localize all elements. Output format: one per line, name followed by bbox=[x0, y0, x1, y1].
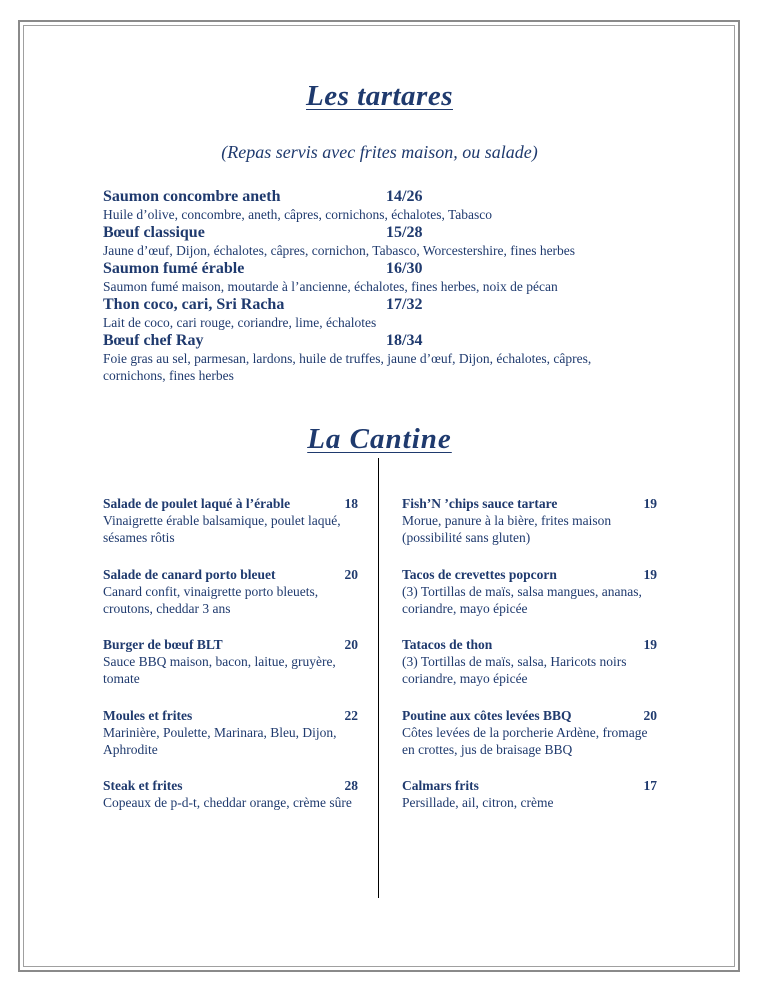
tartare-item bbox=[103, 259, 703, 295]
cantine-item bbox=[402, 495, 657, 566]
cantine-item bbox=[103, 777, 358, 848]
item-price: 22 bbox=[344, 707, 358, 723]
column-divider bbox=[378, 458, 379, 898]
item-price: 20 bbox=[344, 637, 358, 652]
cantine-item bbox=[103, 636, 358, 707]
item-description: Jaune d’œuf, Dijon, échalotes, câpres, cornichon, Tabasco, Worcestershire, fines herbes bbox=[103, 243, 576, 258]
item-name: Tatacos de thon bbox=[402, 637, 493, 652]
item-price: 20 bbox=[643, 707, 657, 723]
tartare-item bbox=[103, 295, 703, 331]
item-price: 19 bbox=[643, 637, 657, 652]
tartares-list bbox=[103, 187, 703, 384]
item-name: Salade de poulet laqué à l’érable bbox=[103, 496, 291, 511]
item-name: Tacos de crevettes popcorn bbox=[402, 566, 557, 582]
tartare-item bbox=[103, 223, 703, 259]
section-subtitle-tartares: (Repas servis avec frites maison, ou salade) bbox=[221, 142, 538, 162]
item-description: Saumon fumé maison, moutarde à l’ancienne, échalotes, fines herbes, noix de pécan bbox=[103, 279, 558, 294]
section-title-cantine: La Cantine bbox=[307, 423, 452, 455]
item-name: Poutine aux côtes levées BBQ bbox=[402, 707, 572, 723]
item-price: 14/26 bbox=[386, 188, 423, 205]
item-description: Canard confit, vinaigrette porto bleuets, croutons, cheddar 3 ans bbox=[103, 583, 319, 616]
item-description: (3) Tortillas de maïs, salsa mangues, ananas, coriandre, mayo épicée bbox=[402, 583, 642, 616]
item-name: Saumon fumé érable bbox=[103, 260, 245, 277]
item-price: 17 bbox=[643, 778, 657, 793]
item-description: Morue, panure à la bière, frites maison (possibilité sans gluten) bbox=[402, 513, 612, 545]
item-price: 20 bbox=[344, 566, 358, 582]
item-price: 19 bbox=[643, 566, 657, 582]
cantine-item bbox=[402, 636, 657, 707]
tartare-item bbox=[103, 331, 703, 384]
cantine-item bbox=[103, 707, 358, 778]
item-description: Côtes levées de la porcherie Ardène, fromage en crottes, jus de braisage BBQ bbox=[402, 724, 648, 757]
item-description: (3) Tortillas de maïs, salsa, Haricots noirs coriandre, mayo épicée bbox=[402, 654, 627, 686]
item-description: Foie gras au sel, parmesan, lardons, huile de truffes, jaune d’œuf, Dijon, échalotes, câpres, cornichons, fines herbes bbox=[103, 351, 592, 383]
item-description: Marinière, Poulette, Marinara, Bleu, Dijon, Aphrodite bbox=[103, 724, 337, 757]
item-price: 18/34 bbox=[386, 332, 423, 349]
item-name: Saumon concombre aneth bbox=[103, 188, 281, 205]
item-name: Salade de canard porto bleuet bbox=[103, 566, 276, 582]
item-price: 17/32 bbox=[386, 296, 423, 313]
item-price: 28 bbox=[344, 778, 358, 793]
item-price: 18 bbox=[344, 496, 358, 511]
item-description: Sauce BBQ maison, bacon, laitue, gruyère, tomate bbox=[103, 654, 336, 686]
item-price: 15/28 bbox=[386, 224, 423, 241]
item-description: Lait de coco, cari rouge, coriandre, lime, échalotes bbox=[103, 315, 377, 330]
item-name: Burger de bœuf BLT bbox=[103, 637, 223, 652]
item-name: Thon coco, cari, Sri Racha bbox=[103, 296, 285, 313]
cantine-item bbox=[402, 566, 657, 637]
cantine-item bbox=[103, 566, 358, 637]
item-name: Fish’N ’chips sauce tartare bbox=[402, 496, 558, 511]
item-name: Bœuf classique bbox=[103, 224, 205, 241]
section-title-tartares: Les tartares bbox=[306, 80, 453, 112]
item-name: Bœuf chef Ray bbox=[103, 332, 204, 349]
item-description: Copeaux de p-d-t, cheddar orange, crème sûre bbox=[103, 795, 352, 810]
tartare-item bbox=[103, 187, 703, 223]
item-name: Moules et frites bbox=[103, 707, 193, 723]
item-price: 16/30 bbox=[386, 260, 423, 277]
cantine-item bbox=[402, 777, 657, 848]
cantine-item bbox=[103, 495, 358, 566]
item-price: 19 bbox=[643, 496, 657, 511]
cantine-left-column bbox=[103, 495, 358, 848]
cantine-right-column bbox=[402, 495, 657, 848]
item-description: Huile d’olive, concombre, aneth, câpres, cornichons, échalotes, Tabasco bbox=[103, 207, 493, 222]
item-name: Steak et frites bbox=[103, 778, 183, 793]
item-name: Calmars frits bbox=[402, 778, 479, 793]
cantine-item bbox=[402, 707, 657, 778]
item-description: Vinaigrette érable balsamique, poulet laqué, sésames rôtis bbox=[103, 513, 341, 545]
item-description: Persillade, ail, citron, crème bbox=[402, 795, 554, 810]
